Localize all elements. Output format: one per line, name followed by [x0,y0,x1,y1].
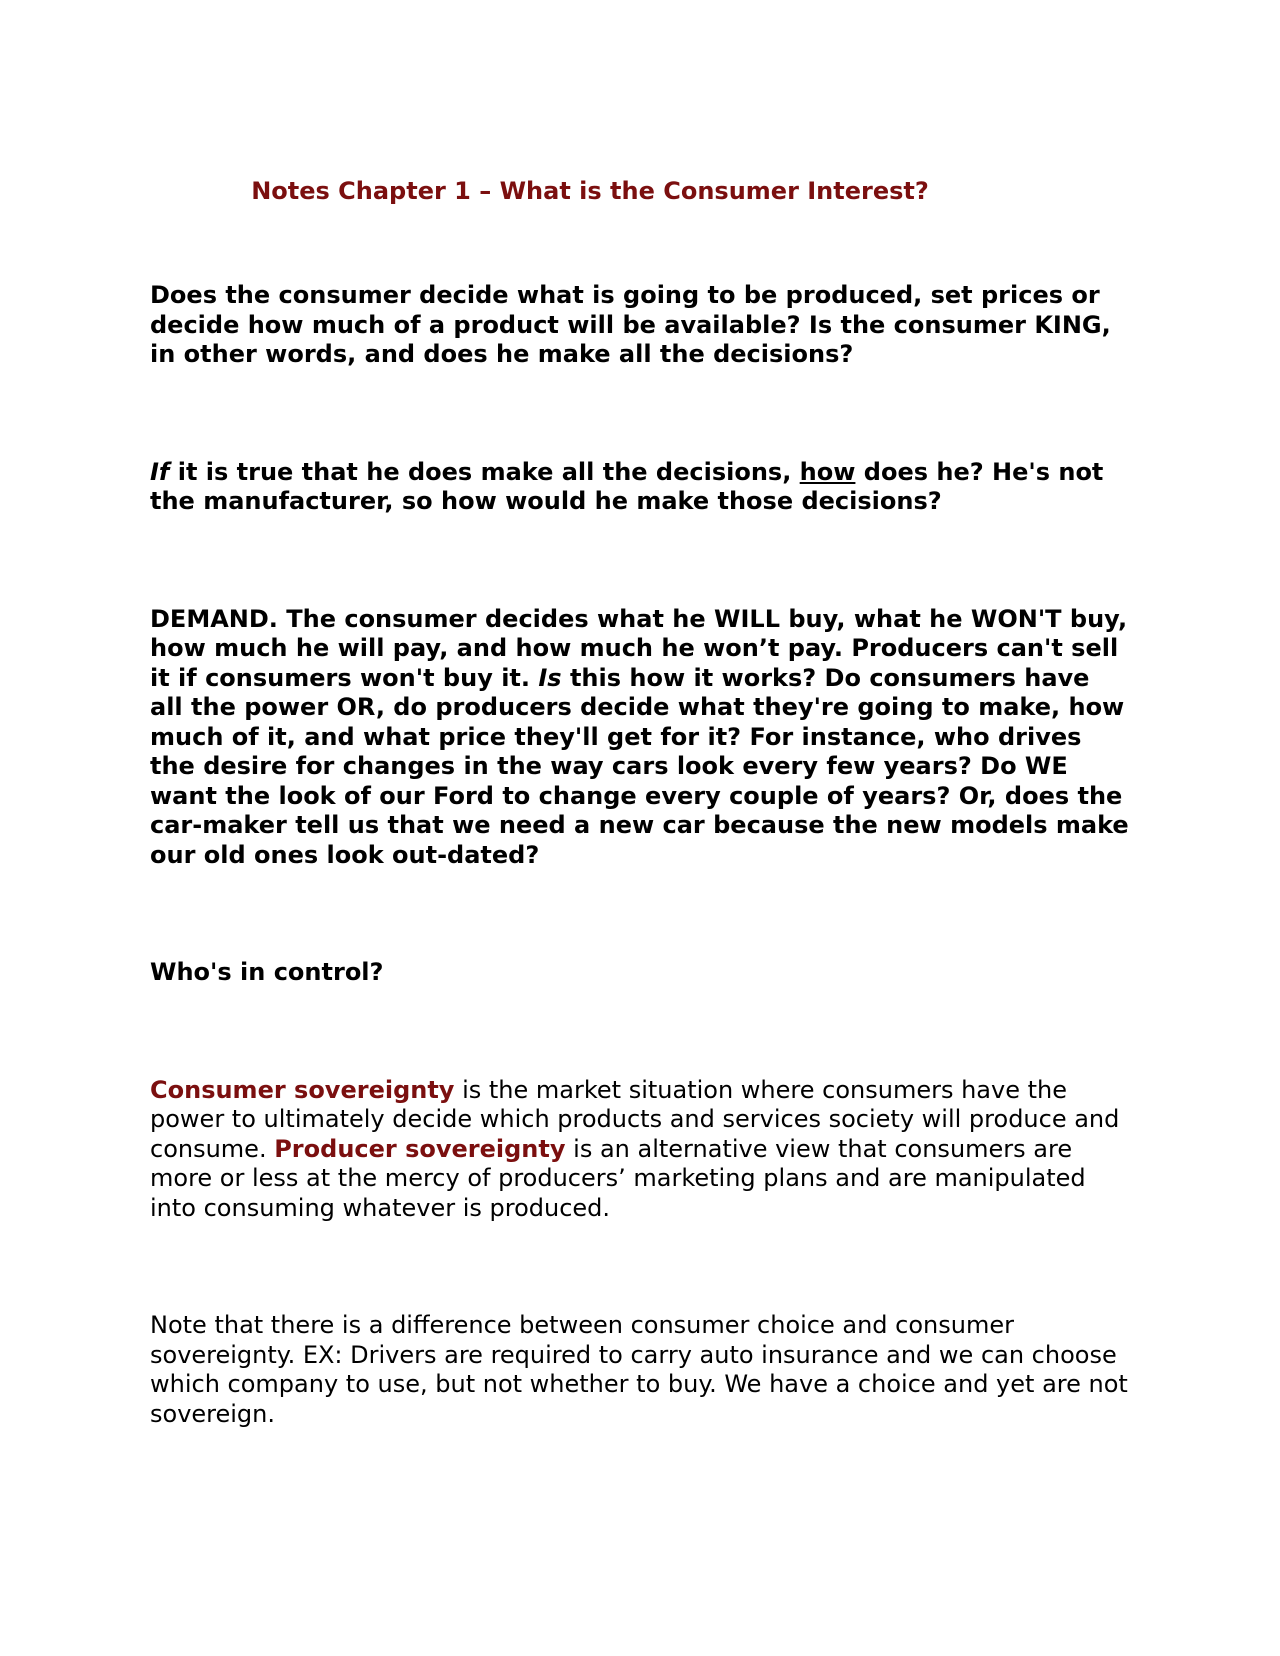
text-span: does he? He's not the manufacturer, so how would he make those decisions? [150,457,1104,515]
term-consumer-sovereignty: Consumer sovereignty [150,1075,455,1104]
text-span: is an alternative view that consumers are more or less at the mercy of producers’ marketing plans and are manipulated into consuming whatever is produced. [150,1134,1086,1222]
paragraph-whos-in-control: Who's in control? [150,958,384,986]
paragraph-choice-vs-sovereignty: Note that there is a difference between consumer choice and consumer sovereignty. EX: Drivers are required to carry auto insurance and we can choose which company to use, but not whether to buy. We have a choice and yet are not sovereign. [150,1311,1128,1428]
emphasis-is: Is [538,663,562,692]
text-span: DEMAND. The consumer decides what he WILL buy, what he WON'T buy, how much he will pay, and how much he won’t pay. Producers can't sell it if consumers won't buy it. [150,604,1128,692]
paragraph-demand [150,605,1130,871]
paragraph-sovereignty [150,1076,1130,1224]
paragraph-consumer-decide: Does the consumer decide what is going to be produced, set prices or decide how much of a product will be available? Is the consumer KING, in other words, and does he make all the decisions? [150,281,1111,368]
underlined-how: how [799,457,856,486]
term-producer-sovereignty: Producer sovereignty [274,1134,566,1163]
emphasis-if: If [150,457,170,486]
document-title: Notes Chapter 1 – What is the Consumer Interest? [251,177,929,205]
text-span: this how it works? Do consumers have all the power OR, do producers decide what they're going to make, how much of it, and what price they'll get for it? For instance, who drives the desire for changes in the way cars look every few years? Do WE want the look of our Ford to change every couple of years? Or, does the car-maker tell us that we need a new car because the new models make our old ones look out-dated? [150,663,1129,869]
document-page [150,176,1130,1429]
paragraph-how-decisions [150,458,1130,517]
text-span: it is true that he does make all the decisions, [169,457,800,486]
text-span: is the market situation where consumers have the power to ultimately decide which products and services society will produce and consume. [150,1075,1120,1163]
